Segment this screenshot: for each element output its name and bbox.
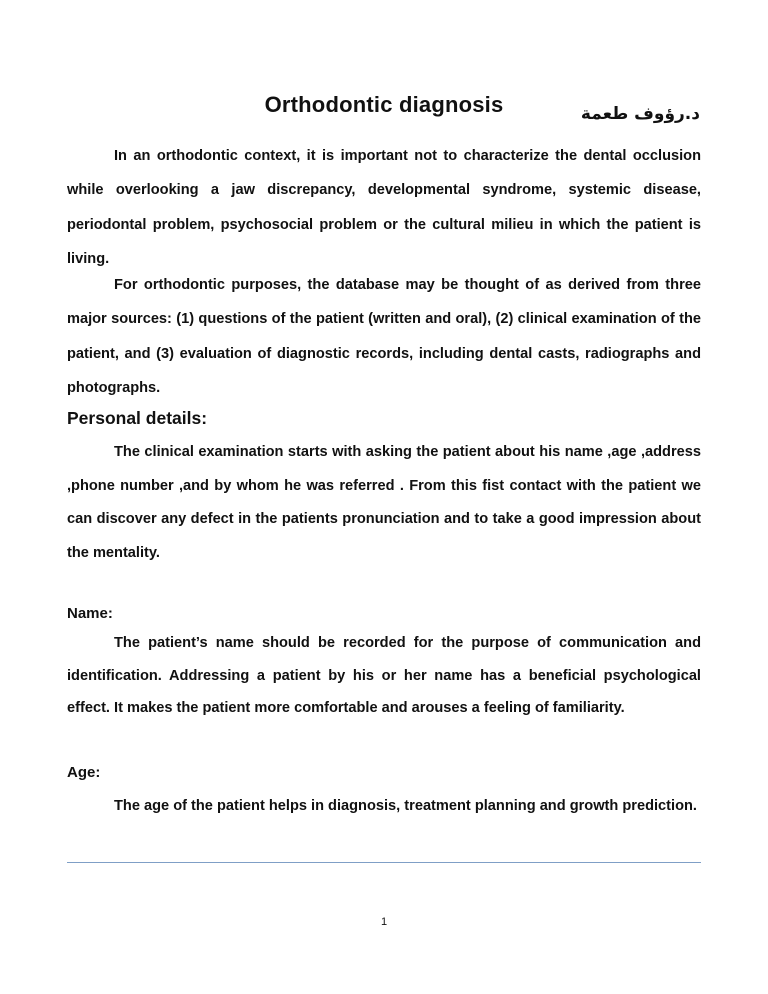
intro-paragraph-1: In an orthodontic context, it is important not to characterize the dental occlusion while overlooking a jaw discrepancy, developmental syndrome, systemic disease, periodontal problem, psychosocial problem or the cultural milieu in which the patient is living. xyxy=(67,148,701,267)
age-paragraph: The age of the patient helps in diagnosis, treatment planning and growth prediction. xyxy=(114,798,697,814)
name-heading: Name: xyxy=(67,605,113,622)
intro-paragraph-2: For orthodontic purposes, the database may be thought of as derived from three major sources: (1) questions of the patient (written and oral), (2) clinical examination of the patient, and (3) evaluation of diagnostic records, including dental casts, radiographs and photographs. xyxy=(67,277,701,396)
personal-details-heading: Personal details: xyxy=(67,408,208,428)
name-paragraph: The patient’s name should be recorded for the purpose of communication and identification. Addressing a patient by his or her name has a beneficial psychological effect. It makes the patient more comfortable and arouses a feeling of familiarity. xyxy=(67,635,701,716)
age-heading: Age: xyxy=(67,764,101,781)
page-number: 1 xyxy=(380,916,388,928)
footer-divider xyxy=(67,862,701,863)
author-name: د.رؤوف طعمة xyxy=(580,104,700,124)
document-title: Orthodontic diagnosis xyxy=(264,92,504,117)
personal-details-paragraph: The clinical examination starts with asking the patient about his name ,age ,address ,phone number ,and by whom he was referred . From this fist contact with the patient we can discover any defect in the patients pronunciation and to take a good impression about the mentality. xyxy=(67,444,701,561)
